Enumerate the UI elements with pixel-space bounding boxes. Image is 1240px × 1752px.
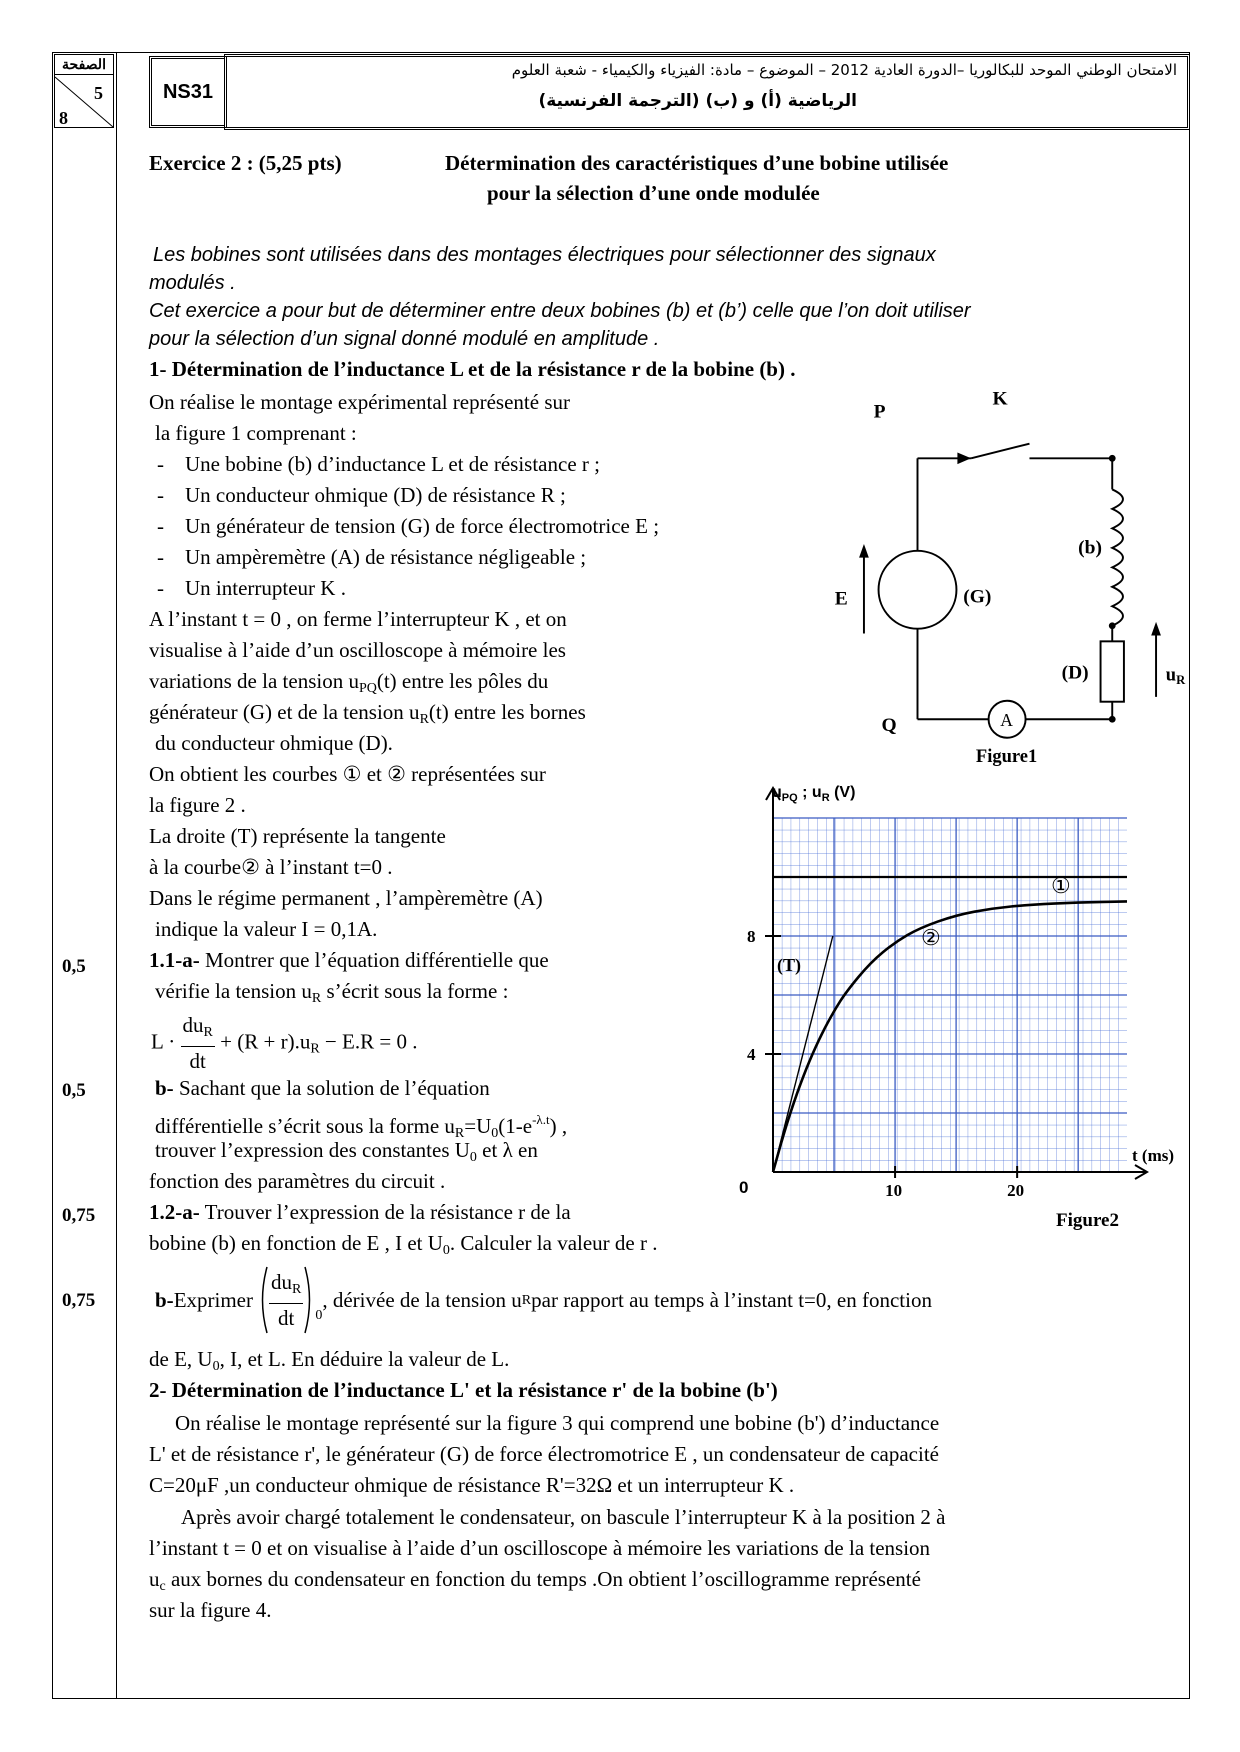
label-a: A: [1000, 710, 1013, 731]
annotation-curve1: ①: [1051, 873, 1071, 898]
part1-p1: On réalise le montage expérimental représenté sur: [149, 390, 570, 414]
node-top-right: [1109, 455, 1116, 462]
part1-p6: générateur (G) et de la tension $u_R(t)$ entre les bornes: [149, 700, 586, 727]
label-e: E: [834, 588, 848, 610]
part1-p13: indique la valeur I = 0,1A.: [155, 917, 378, 941]
annotation-tangent: (T): [777, 955, 801, 975]
label-b: (b): [1078, 537, 1102, 559]
annotation-curve2: ②: [921, 925, 941, 950]
part1-p3: A l’instant t = 0 , on ferme l’interrupteur K , et on: [149, 607, 567, 631]
part1-p2: la figure 1 comprenant :: [155, 421, 357, 445]
score-q12b: 0,75: [62, 1290, 96, 1311]
exercise-title-line1: Détermination des caractéristiques d’une bobine utilisée: [445, 151, 949, 175]
part2-l3: C=20μF ,un conducteur ohmique de résistance R'=32Ω et un interrupteur K .: [149, 1473, 795, 1497]
list-item: - Une bobine (b) d’inductance L et de résistance r ;: [157, 452, 600, 476]
y-tick-label: 4: [747, 1045, 756, 1064]
page-label: الصفحة: [55, 57, 113, 75]
chart-title: Figure2: [1056, 1210, 1119, 1231]
part2-l1: On réalise le montage représenté sur la figure 3 qui comprend une bobine (b') d’inductance: [175, 1411, 940, 1435]
intro-line2: modulés .: [149, 272, 236, 294]
exam-title-box: [224, 54, 1190, 130]
intro-line4: pour la sélection d’un signal donné modulé en amplitude .: [149, 328, 660, 350]
question-1-1-b-line4: fonction des paramètres du circuit .: [149, 1169, 446, 1193]
exam-title-line2: الرياضية (أ) و (ب) (الترجمة الفرنسية): [538, 91, 857, 111]
figure1-caption: Figure1: [975, 747, 1038, 768]
question-1-2-a: 1.2-a- Trouver l’expression de la résistance r de la: [149, 1200, 571, 1224]
part1-p8: On obtient les courbes ① et ② représentées sur: [149, 762, 546, 786]
x-tick-label: 20: [1007, 1181, 1025, 1200]
question-1-1-b: b- Sachant que la solution de l’équation: [155, 1076, 490, 1100]
exercise-title-line2: pour la sélection d’une onde modulée: [487, 181, 820, 205]
question-1-1-b-line3: trouver l’expression des constantes $U_0$ et λ en: [155, 1138, 538, 1165]
question-1-2-b-line2: de E, $U_0$, I, et L. En déduire la valeur de L.: [149, 1347, 510, 1374]
node-right-mid: [1109, 622, 1116, 629]
chart-origin: 0: [739, 1178, 749, 1197]
part1-heading: 1- Détermination de l’inductance L et de la résistance r de la bobine (b) .: [149, 357, 796, 381]
page-number-box: [54, 54, 114, 128]
coil-b: [1112, 489, 1123, 625]
label-k: K: [992, 388, 1008, 410]
label-p: P: [873, 401, 886, 423]
y-tick-label: 8: [747, 927, 756, 946]
label-q: Q: [881, 714, 897, 736]
question-1-1-b-line2: différentielle s’écrit sous la forme $u_R=U_0(1-e^{-\lambda.t})$ ,: [155, 1112, 568, 1141]
part1-p7: du conducteur ohmique (D).: [155, 731, 393, 755]
intro-line3: Cet exercice a pour but de déterminer entre deux bobines (b) et (b’) celle que l’on doit utiliser: [149, 300, 971, 322]
part2-l2: L' et de résistance r', le générateur (G) de force électromotrice E , un condensateur de capacité: [149, 1442, 939, 1466]
question-1-2-a-line2: bobine (b) en fonction de E , I et $U_0$. Calculer la valeur de r .: [149, 1231, 658, 1258]
part1-p4: visualise à l’aide d’un oscilloscope à mémoire les: [149, 638, 566, 662]
score-q11b: 0,5: [62, 1080, 86, 1101]
resistor-d: [1101, 641, 1124, 701]
question-1-2-b: b- Exprimer $\frac{du_R}{dt}$ 0 , dérivée de la tension u R par rapport au temps à l’instant t=0, en fonction: [155, 1265, 932, 1335]
part1-p9: la figure 2 .: [149, 793, 246, 817]
score-q11a: 0,5: [62, 956, 86, 977]
arrow-e-head: [859, 544, 869, 558]
intro-line1: Les bobines sont utilisées dans des montages électriques pour sélectionner des signaux: [153, 244, 936, 266]
label-g: (G): [963, 586, 992, 608]
label-ur: $u_R$: [1165, 665, 1186, 688]
switch-k-blade: [971, 444, 1029, 459]
page-total: 8: [59, 108, 68, 128]
figure2-chart: [740, 775, 1200, 1245]
part2-l7: sur la figure 4.: [149, 1598, 272, 1622]
list-item: - Un ampèremètre (A) de résistance négligeable ;: [157, 545, 587, 569]
chart-xlabel: t (ms): [1132, 1146, 1175, 1165]
part1-p11: à la courbe② à l’instant t=0 .: [149, 855, 393, 879]
x-tick-label: 10: [885, 1181, 903, 1200]
figure1-circuit: [820, 388, 1200, 768]
part2-l4: Après avoir chargé totalement le condensateur, on bascule l’interrupteur K à la position 2 à: [181, 1505, 946, 1529]
question-1-1-a-line2: vérifie la tension $u_R$ s’écrit sous la forme :: [155, 979, 509, 1006]
arrow-wire-head: [957, 452, 971, 464]
part1-p10: La droite (T) représente la tangente: [149, 824, 446, 848]
exercise-heading: Exercice 2 : (5,25 pts): [149, 151, 342, 175]
part2-heading: 2- Détermination de l’inductance L' et la résistance r' de la bobine (b'): [149, 1378, 778, 1402]
score-q12a: 0,75: [62, 1205, 96, 1226]
generator-g: [879, 551, 957, 629]
label-d: (D): [1061, 662, 1089, 684]
differential-equation: L · $\frac{du_R}{dt}$ + $(R + r).u_R - E.R = 0$ .: [151, 1013, 418, 1073]
list-item: - Un générateur de tension (G) de force électromotrice E ;: [157, 514, 660, 538]
margin-divider: [116, 52, 117, 1699]
part2-l5: l’instant t = 0 et on visualise à l’aide d’un oscilloscope à mémoire les variations de la tension: [149, 1536, 931, 1560]
question-1-1-a: 1.1-a- Montrer que l’équation différentielle que: [149, 948, 549, 972]
exam-code: NS31: [149, 56, 227, 128]
page-number: 5: [94, 83, 103, 103]
right-paren: [303, 1265, 315, 1335]
part1-p5: variations de la tension $u_{PQ}(t)$ entre les pôles du: [149, 669, 549, 696]
left-paren: [257, 1265, 269, 1335]
part2-l6: $u_c$ aux bornes du condensateur en fonction du temps .On obtient l’oscillogramme représenté: [149, 1567, 921, 1594]
chart-ylabel: $u_{PQ}$ ; $u_R$ (V): [772, 784, 856, 804]
list-item: - Un conducteur ohmique (D) de résistance R ;: [157, 483, 566, 507]
node-bottom-right: [1109, 716, 1116, 723]
arrow-ur-head: [1151, 622, 1161, 636]
part1-p12: Dans le régime permanent , l’ampèremètre (A): [149, 886, 543, 910]
list-item: - Un interrupteur K .: [157, 576, 346, 600]
exam-title-line1: الامتحان الوطني الموحد للبكالوريا –الدورة العادية 2012 – الموضوع – مادة: الفيزياء والكيمياء - شعبة العلوم: [511, 61, 1177, 79]
